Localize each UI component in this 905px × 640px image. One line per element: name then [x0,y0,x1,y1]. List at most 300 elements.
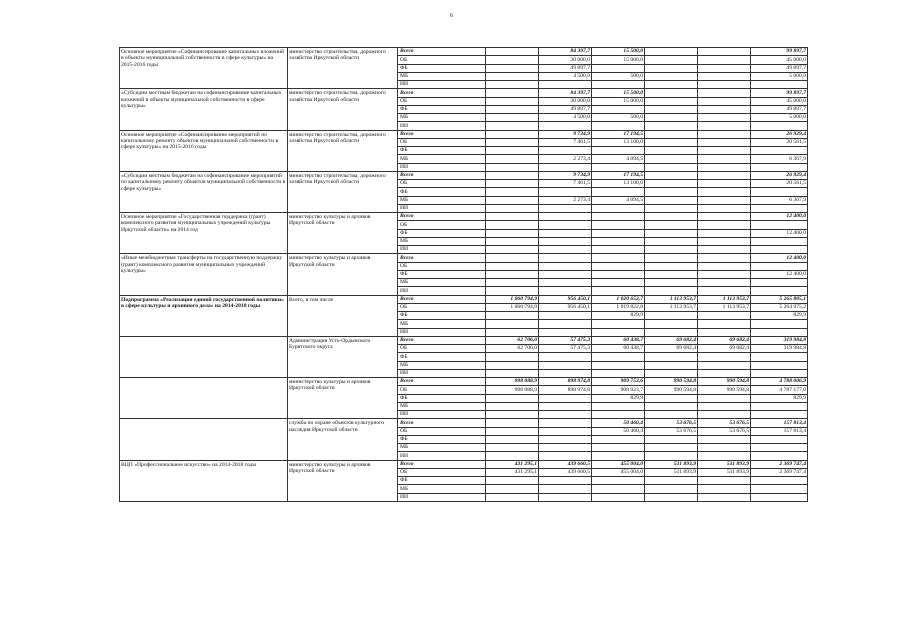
value-cell [486,72,539,80]
value-cell [645,81,698,89]
value-cell: 2 369 747,4 [751,460,808,468]
funding-source: ИИ [398,81,486,89]
value-cell [486,270,539,278]
funding-source: ОБ [398,56,486,64]
value-cell: 998 088,9 [486,378,539,386]
value-cell [486,163,539,171]
funding-source: ИИ [398,122,486,130]
funding-source: Всего [398,254,486,262]
value-cell: 4 787 177,0 [751,386,808,394]
value-cell [486,312,539,320]
value-cell [539,328,592,336]
value-cell [539,427,592,435]
funding-source: ФБ [398,477,486,485]
measure-description: ВЦП «Профессиональное искусство» на 2014-2018 годы [120,460,288,501]
value-cell [486,147,539,155]
value-cell [486,452,539,460]
value-cell [698,48,751,56]
value-cell [751,444,808,452]
value-cell [645,196,698,204]
value-cell [645,435,698,443]
funding-source: ИИ [398,411,486,419]
value-cell [486,320,539,328]
value-cell [645,320,698,328]
value-cell [592,353,645,361]
funding-source: ОБ [398,138,486,146]
value-cell: 1 113 953,7 [698,295,751,303]
value-cell [698,287,751,295]
value-cell [486,254,539,262]
value-cell [698,353,751,361]
funding-source: Всего [398,460,486,468]
table-row [120,171,808,179]
funding-source: ОБ [398,303,486,311]
value-cell [698,262,751,270]
value-cell: 45 000,0 [751,97,808,105]
measure-description: Подпрограмма «Реализация единой государственной политики» в сфере культуры и архивного дела» на 2014-2018 годы [120,295,288,336]
value-cell [751,163,808,171]
value-cell [751,452,808,460]
value-cell [698,56,751,64]
measure-description: Основное мероприятие «Софинансирование мероприятий по капитальному ремонту объектов муниципальной собственности в сфере культуры» на 2015-2016 годы [120,130,288,171]
value-cell [645,89,698,97]
value-cell [486,444,539,452]
value-cell [486,477,539,485]
value-cell: 20 561,5 [751,180,808,188]
value-cell: 6 367,9 [751,196,808,204]
value-cell [645,147,698,155]
value-cell [539,254,592,262]
value-cell [698,229,751,237]
value-cell [486,246,539,254]
value-cell [751,320,808,328]
value-cell: 49 897,7 [751,64,808,72]
value-cell [698,122,751,130]
value-cell: 15 000,0 [592,56,645,64]
funding-source: ФБ [398,312,486,320]
value-cell [645,312,698,320]
value-cell: 990 594,8 [698,378,751,386]
funding-source: ИИ [398,204,486,212]
value-cell [751,328,808,336]
value-cell [698,361,751,369]
value-cell [751,435,808,443]
value-cell: 4 788 006,9 [751,378,808,386]
value-cell: 53 676,5 [645,419,698,427]
value-cell [539,419,592,427]
value-cell: 431 295,1 [486,460,539,468]
value-cell [539,279,592,287]
value-cell: 99 897,7 [751,48,808,56]
value-cell [698,444,751,452]
value-cell: 4 094,5 [592,196,645,204]
value-cell: 69 682,4 [645,336,698,344]
value-cell [751,477,808,485]
value-cell [592,229,645,237]
value-cell [486,328,539,336]
responsible-executor: министерство строительства, дорожного хозяйства Иркутской области [288,130,398,171]
funding-source: МБ [398,485,486,493]
funding-source: ОБ [398,221,486,229]
value-cell [698,221,751,229]
value-cell: 49 897,7 [751,105,808,113]
value-cell [751,361,808,369]
value-cell [698,402,751,410]
value-cell [539,369,592,377]
value-cell: 53 676,5 [698,419,751,427]
value-cell: 431 295,1 [486,468,539,476]
value-cell: 500,0 [592,72,645,80]
value-cell [592,411,645,419]
value-cell: 62 706,0 [486,336,539,344]
value-cell: 4 500,0 [539,72,592,80]
value-cell: 57 475,3 [539,336,592,344]
value-cell: 319 984,8 [751,336,808,344]
value-cell [698,411,751,419]
value-cell [698,246,751,254]
value-cell [645,402,698,410]
value-cell [539,435,592,443]
table-row [120,48,808,56]
value-cell: 898 974,8 [539,386,592,394]
value-cell: 57 475,3 [539,345,592,353]
value-cell [698,171,751,179]
value-cell: 49 897,7 [539,64,592,72]
value-cell [539,221,592,229]
value-cell [486,204,539,212]
funding-source: ИИ [398,246,486,254]
value-cell [645,122,698,130]
funding-source: ФБ [398,353,486,361]
value-cell [698,180,751,188]
measure-description [120,419,288,460]
value-cell [592,287,645,295]
value-cell [645,72,698,80]
value-cell [486,229,539,237]
funding-source: Всего [398,130,486,138]
value-cell [539,122,592,130]
value-cell [539,270,592,278]
value-cell: 9 734,9 [539,130,592,138]
value-cell [698,81,751,89]
funding-source: ФБ [398,64,486,72]
value-cell [645,130,698,138]
value-cell [751,147,808,155]
value-cell [592,204,645,212]
responsible-executor: Администрация Усть-Ордынского Бурятского округа [288,336,398,377]
value-cell [592,81,645,89]
value-cell [645,171,698,179]
value-cell [486,64,539,72]
value-cell [592,122,645,130]
value-cell [592,328,645,336]
funding-source: ОБ [398,180,486,188]
value-cell [751,485,808,493]
funding-source: ИИ [398,163,486,171]
funding-source: ФБ [398,147,486,155]
responsible-executor: министерство строительства, дорожного хозяйства Иркутской области [288,89,398,130]
value-cell [486,97,539,105]
value-cell [486,262,539,270]
value-cell [645,287,698,295]
value-cell [592,485,645,493]
value-cell [592,147,645,155]
value-cell [645,56,698,64]
value-cell [698,312,751,320]
value-cell [486,130,539,138]
measure-description [120,378,288,419]
funding-source: ИИ [398,369,486,377]
value-cell [645,246,698,254]
value-cell [486,353,539,361]
funding-source: МБ [398,196,486,204]
funding-source: ИИ [398,493,486,501]
value-cell [486,48,539,56]
value-cell: 12 400,0 [751,254,808,262]
value-cell [751,279,808,287]
value-cell [592,188,645,196]
value-cell [645,262,698,270]
value-cell [539,485,592,493]
table-row [120,89,808,97]
value-cell: 69 682,4 [645,345,698,353]
value-cell [592,105,645,113]
funding-source: МБ [398,155,486,163]
value-cell [698,254,751,262]
value-cell: 1 113 953,7 [698,303,751,311]
value-cell [645,361,698,369]
funding-source: Всего [398,171,486,179]
value-cell: 455 004,0 [592,468,645,476]
value-cell [486,427,539,435]
value-cell [539,444,592,452]
table-row [120,336,808,344]
value-cell [645,328,698,336]
funding-source: Всего [398,295,486,303]
measure-description: Основное мероприятие «Государственная поддержка (грант) комплексного развития муниципальных учреждений культуры Иркутской области» на 2014 год [120,213,288,254]
funding-source: Всего [398,213,486,221]
value-cell [592,262,645,270]
value-cell: 53 676,5 [698,427,751,435]
value-cell: 157 813,4 [751,427,808,435]
value-cell: 5 000,0 [751,114,808,122]
value-cell: 511 893,9 [645,460,698,468]
responsible-executor: Всего, в том числе [288,295,398,336]
value-cell [645,477,698,485]
value-cell [539,246,592,254]
value-cell [539,81,592,89]
value-cell [751,221,808,229]
table-row [120,419,808,427]
table-row [120,130,808,138]
value-cell [486,493,539,501]
value-cell [751,493,808,501]
measure-description [120,336,288,377]
value-cell: 15 500,0 [592,48,645,56]
funding-source: Всего [398,419,486,427]
responsible-executor: министерство культуры и архивов Иркутской области [288,378,398,419]
value-cell [539,204,592,212]
value-cell: 26 929,4 [751,171,808,179]
value-cell [645,279,698,287]
funding-source: ФБ [398,229,486,237]
value-cell: 7 461,5 [539,180,592,188]
responsible-executor: министерство строительства, дорожного хозяйства Иркутской области [288,48,398,89]
value-cell: 20 561,5 [751,138,808,146]
value-cell [645,204,698,212]
value-cell: 990 594,8 [645,386,698,394]
funding-source: МБ [398,361,486,369]
funding-source: ОБ [398,427,486,435]
value-cell [486,81,539,89]
funding-source: Всего [398,48,486,56]
value-cell [698,138,751,146]
value-cell [698,89,751,97]
value-cell [645,213,698,221]
value-cell: 17 194,5 [592,130,645,138]
value-cell [698,279,751,287]
value-cell: 50 460,4 [592,419,645,427]
value-cell: 455 004,0 [592,460,645,468]
value-cell [698,452,751,460]
value-cell [751,369,808,377]
value-cell [698,196,751,204]
value-cell: 84 397,7 [539,89,592,97]
value-cell: 12 400,0 [751,270,808,278]
value-cell [698,237,751,245]
value-cell [539,477,592,485]
value-cell [645,163,698,171]
value-cell [486,394,539,402]
value-cell [698,204,751,212]
value-cell [486,361,539,369]
value-cell [698,188,751,196]
value-cell [486,485,539,493]
value-cell [698,369,751,377]
value-cell: 956 450,1 [539,295,592,303]
value-cell: 13 100,0 [592,180,645,188]
funding-source: ИИ [398,328,486,336]
value-cell [645,221,698,229]
value-cell: 500,0 [592,114,645,122]
responsible-executor: министерство культуры и архивов Иркутской области [288,460,398,501]
value-cell [698,435,751,443]
value-cell: 4 500,0 [539,114,592,122]
value-cell [486,237,539,245]
table-row [120,254,808,262]
value-cell: 60 438,7 [592,336,645,344]
value-cell: 439 660,5 [539,468,592,476]
value-cell [486,369,539,377]
value-cell [539,312,592,320]
value-cell: 15 500,0 [592,89,645,97]
value-cell [645,138,698,146]
value-cell [486,56,539,64]
value-cell [539,353,592,361]
value-cell [486,419,539,427]
value-cell [645,229,698,237]
value-cell [698,320,751,328]
value-cell [698,155,751,163]
value-cell [486,411,539,419]
value-cell: 53 676,5 [645,427,698,435]
value-cell [751,262,808,270]
value-cell: 60 438,7 [592,345,645,353]
value-cell: 12 400,0 [751,213,808,221]
value-cell [698,72,751,80]
value-cell: 5 265 805,1 [751,295,808,303]
value-cell: 956 450,1 [539,303,592,311]
value-cell [645,105,698,113]
funding-source: ОБ [398,97,486,105]
responsible-executor: министерство культуры и архивов Иркутской области [288,254,398,295]
value-cell: 829,9 [751,312,808,320]
value-cell [698,147,751,155]
measure-description: Основное мероприятие «Софинансирование капитальных вложений в объекты муниципальной собственности в сфере культуры» на 2015-2016 годы [120,48,288,89]
funding-source: Всего [398,378,486,386]
value-cell: 9 734,9 [539,171,592,179]
value-cell [592,237,645,245]
funding-source: МБ [398,237,486,245]
value-cell: 49 897,7 [539,105,592,113]
value-cell [486,155,539,163]
responsible-executor: служба по охране объектов культурного наследия Иркутской области [288,419,398,460]
value-cell: 2 369 747,4 [751,468,808,476]
value-cell [751,353,808,361]
value-cell: 45 000,0 [751,56,808,64]
measure-description: «Субсидии местным бюджетам на софинансирование капитальных вложений в объекты муниципальной собственности в сфере культуры» [120,89,288,130]
value-cell [539,402,592,410]
value-cell: 15 000,0 [592,97,645,105]
value-cell: 1 060 794,9 [486,303,539,311]
table-row [120,378,808,386]
funding-source: МБ [398,72,486,80]
value-cell: 4 094,5 [592,155,645,163]
value-cell [486,435,539,443]
table-row [120,460,808,468]
value-cell [751,411,808,419]
value-cell [698,213,751,221]
value-cell [592,361,645,369]
value-cell [751,188,808,196]
value-cell [486,196,539,204]
funding-source: ОБ [398,262,486,270]
value-cell [486,89,539,97]
value-cell [539,394,592,402]
value-cell [751,246,808,254]
value-cell: 908 923,7 [592,386,645,394]
value-cell [751,122,808,130]
value-cell: 1 060 794,9 [486,295,539,303]
value-cell: 909 753,6 [592,378,645,386]
value-cell [539,229,592,237]
value-cell [698,493,751,501]
value-cell [592,369,645,377]
funding-table [119,47,808,502]
value-cell: 829,9 [751,394,808,402]
value-cell [486,171,539,179]
value-cell [539,361,592,369]
value-cell [539,493,592,501]
value-cell [486,180,539,188]
value-cell [645,353,698,361]
value-cell: 2 273,4 [539,155,592,163]
value-cell [645,64,698,72]
value-cell: 439 660,5 [539,460,592,468]
value-cell [486,122,539,130]
value-cell [592,493,645,501]
value-cell [645,180,698,188]
